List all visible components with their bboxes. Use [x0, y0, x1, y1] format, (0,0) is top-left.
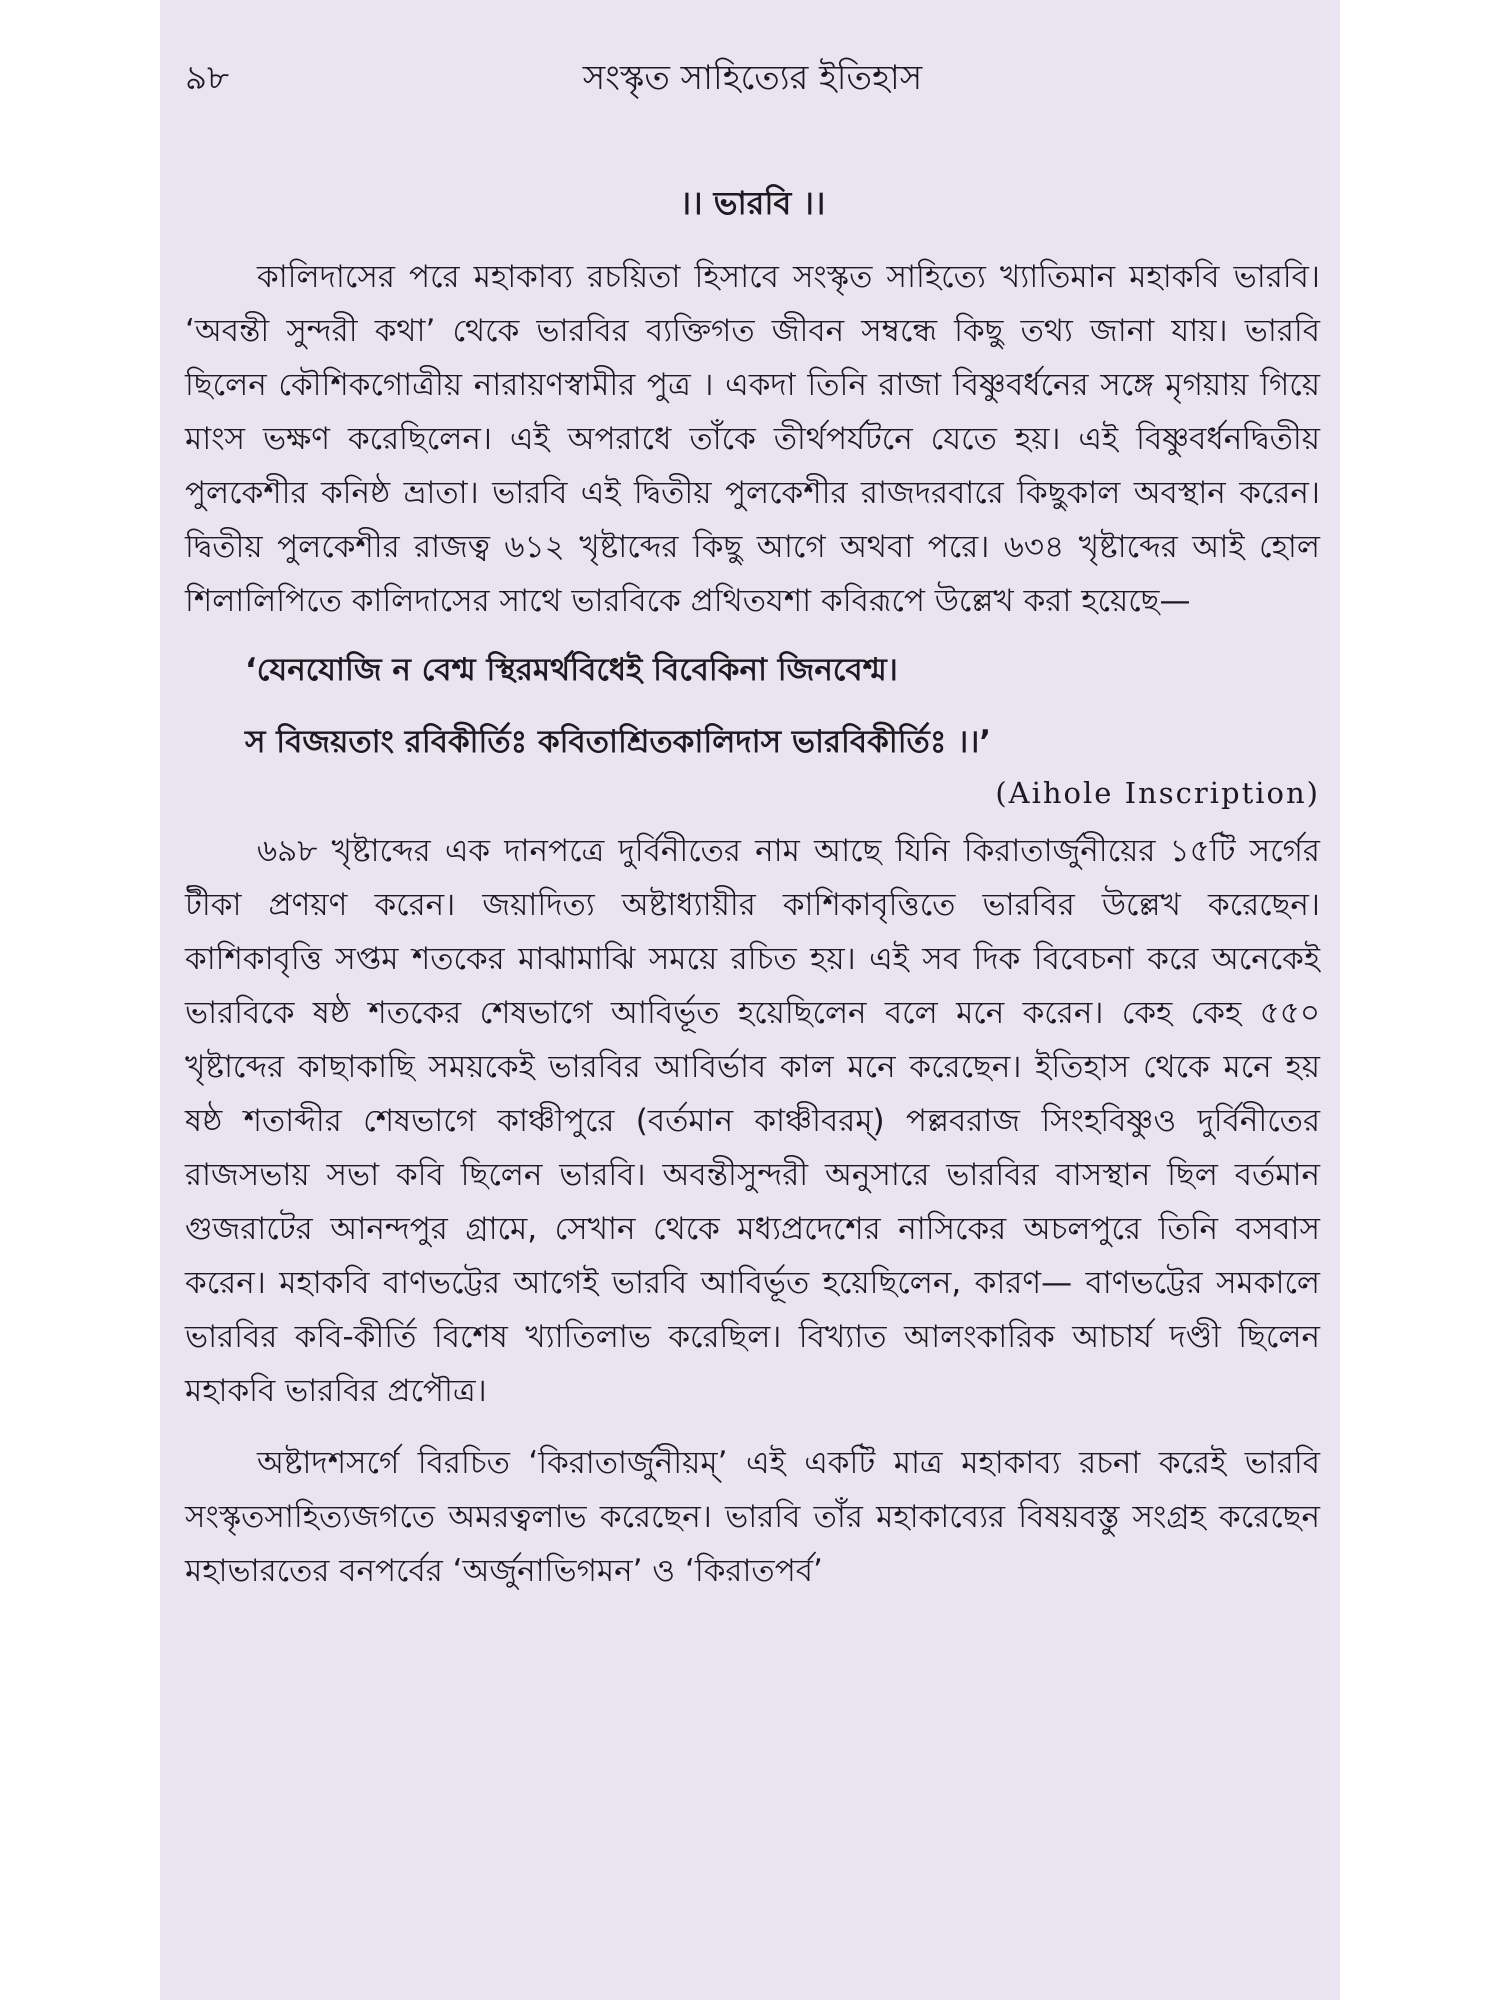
verse-line-2: স বিজয়তাং রবিকীর্তিঃ কবিতাশ্রিতকালিদাস ভারবিকীর্তিঃ ।।’ — [245, 724, 992, 760]
section-heading: ।। ভারবি ।। — [679, 184, 826, 222]
paragraph-kiratarjuniya: অষ্টাদশসর্গে বিরচিত ‘কিরাতার্জুনীয়ম্’ এই একটি মাত্র মহাকাব্য রচনা করেই ভারবি সংস্কৃতসাহিত্যজগতে অমরত্বলাভ করেছেন। ভারবি তাঁর মহাকাব্যের বিষয়বস্তু সংগ্রহ করেছেন মহাভারতের বনপর্বের ‘অর্জুনাভিগমন’ ও ‘কিরাতপর্ব’ — [185, 1445, 1320, 1589]
paragraph-intro: কালিদাসের পরে মহাকাব্য রচয়িতা হিসাবে সংস্কৃত সাহিত্যে খ্যাতিমান মহাকবি ভারবি। ‘অবন্তী সুন্দরী কথা’ থেকে ভারবির ব্যক্তিগত জীবন সম্বন্ধে কিছু তথ্য জানা যায়। ভারবি ছিলেন কৌশিকগোত্রীয় নারায়ণস্বামীর পুত্র । একদা তিনি রাজা বিষ্ণুবর্ধনের সঙ্গে মৃগয়ায় গিয়ে মাংস ভক্ষণ করেছিলেন। এই অপরাধে তাঁকে তীর্থপর্যটনে যেতে হয়। এই বিষ্ণুবর্ধনদ্বিতীয় পুলকেশীর কনিষ্ঠ ভ্রাতা। ভারবি এই দ্বিতীয় পুলকেশীর রাজদরবারে কিছুকাল অবস্থান করেন। দ্বিতীয় পুলকেশীর রাজত্ব ৬১২ খৃষ্টাব্দের কিছু আগে অথবা পরে। ৬৩৪ খৃষ্টাব্দের আই হোল শিলালিপিতে কালিদাসের সাথে ভারবিকে প্রথিতযশা কবিরূপে উল্লেখ করা হয়েছে— — [185, 259, 1321, 619]
page-content — [185, 40, 1320, 1598]
running-header — [185, 40, 1320, 110]
page-number: ৯৮ — [185, 58, 230, 98]
verse-line-1: ‘যেনযোজি ন বেশ্ম স্থিরমর্থবিধেই বিবেকিনা জিনবেশ্ম। — [245, 652, 898, 688]
book-title: সংস্কৃত সাহিত্যের ইতিহাস — [582, 58, 923, 98]
inscription-citation: (Aihole Inscription) — [995, 776, 1320, 810]
paragraph-dating: ৬৯৮ খৃষ্টাব্দের এক দানপত্রে দুর্বিনীতের নাম আছে যিনি কিরাতার্জুনীয়ের ১৫টি সর্গের টীকা প্রণয়ণ করেন। জয়াদিত্য অষ্টাধ্যায়ীর কাশিকাবৃত্তিতে ভারবির উল্লেখ করেছেন। কাশিকাবৃত্তি সপ্তম শতকের মাঝামাঝি সময়ে রচিত হয়। এই সব দিক বিবেচনা করে অনেকেই ভারবিকে ষষ্ঠ শতকের শেষভাগে আবির্ভূত হয়েছিলেন বলে মনে করেন। কেহ কেহ ৫৫০ খৃষ্টাব্দের কাছাকাছি সময়কেই ভারবির আবির্ভাব কাল মনে করেছেন। ইতিহাস থেকে মনে হয় ষষ্ঠ শতাব্দীর শেষভাগে কাঞ্চীপুরে (বর্তমান কাঞ্চীবরম্) পল্লবরাজ সিংহবিষ্ণুও দুর্বিনীতের রাজসভায় সভা কবি ছিলেন ভারবি। অবন্তীসুন্দরী অনুসারে ভারবির বাসস্থান ছিল বর্তমান গুজরাটের আনন্দপুর গ্রামে, সেখান থেকে মধ্যপ্রদেশের নাসিকের অচলপুরে তিনি বসবাস করেন। মহাকবি বাণভট্টের আগেই ভারবি আবির্ভূত হয়েছিলেন, কারণ— বাণভট্টের সমকালে ভারবির কবি-কীর্তি বিশেষ খ্যাতিলাভ করেছিল। বিখ্যাত আলংকারিক আচার্য দণ্ডী ছিলেন মহাকবি ভারবির প্রপৌত্র। — [185, 833, 1320, 1409]
